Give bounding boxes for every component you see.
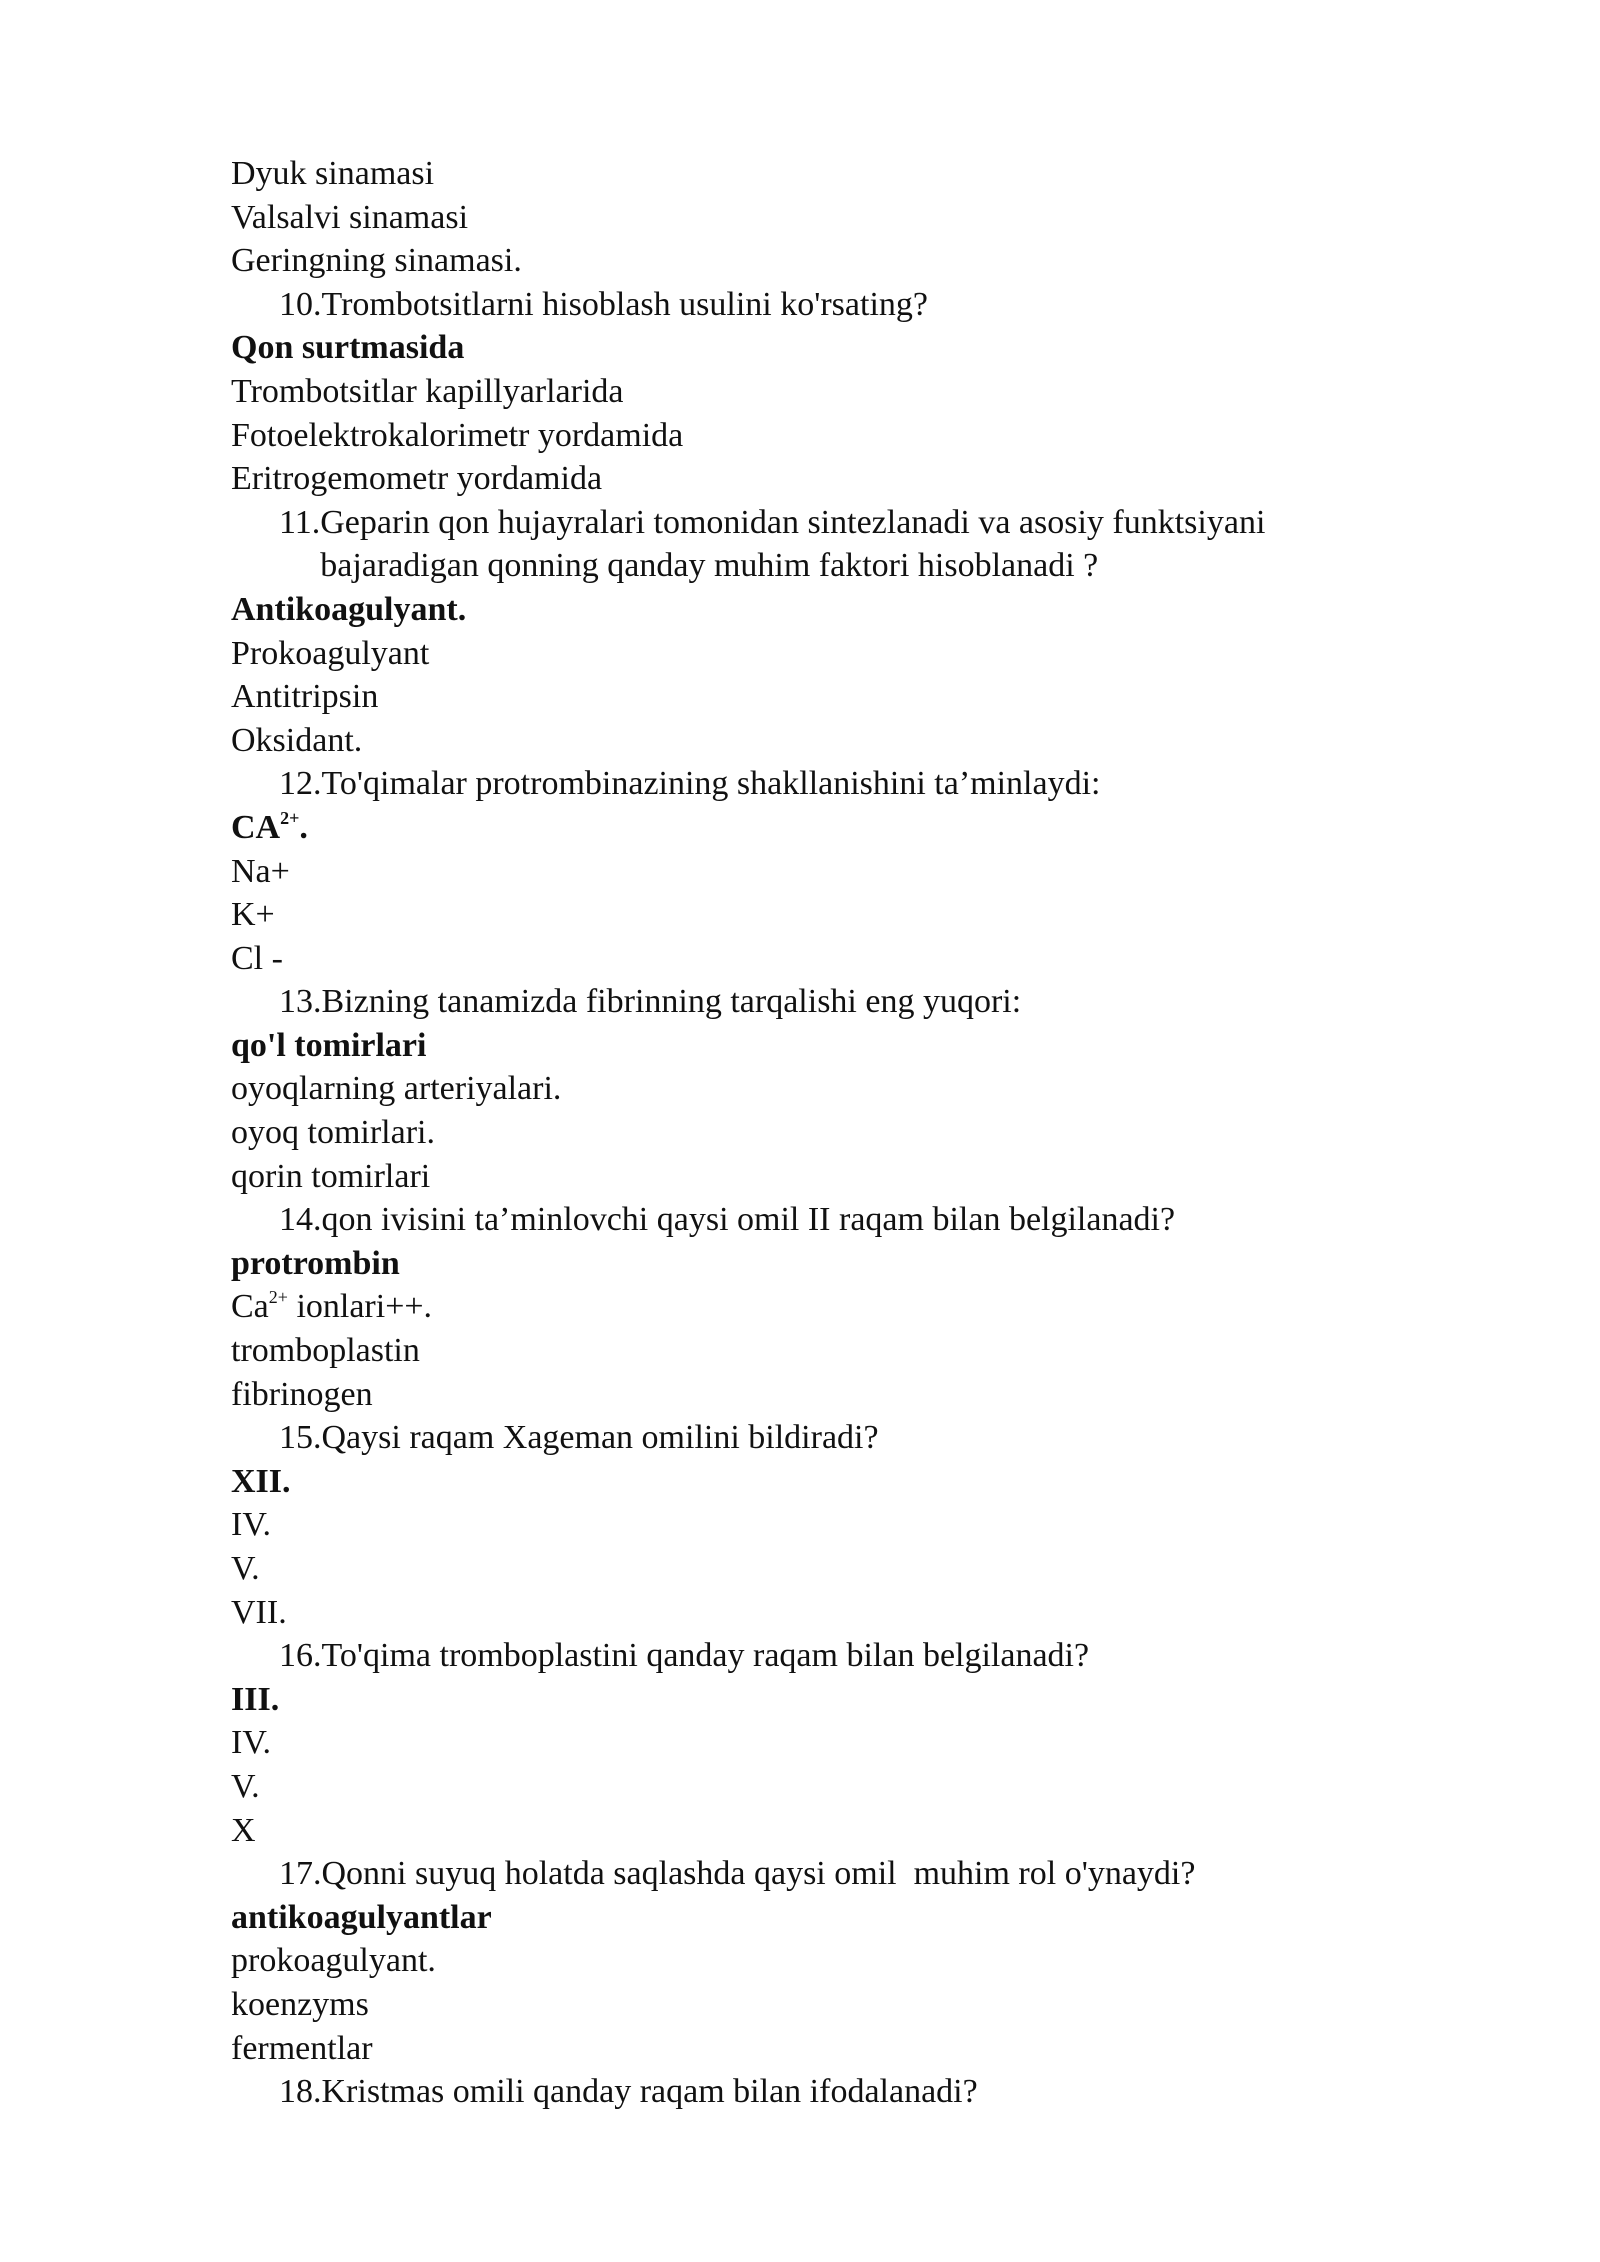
answer-suffix: .: [299, 808, 308, 846]
question-number: 11.: [279, 503, 321, 541]
option-line: prokoagulyant.: [231, 1942, 436, 1980]
question-number: 15.: [279, 1419, 322, 1457]
correct-answer: Qon surtmasida: [231, 329, 465, 367]
question-number: 10.: [279, 285, 322, 323]
question-17: [231, 1852, 1391, 1896]
option-line: IV.: [231, 1506, 271, 1544]
question-11: [231, 501, 1391, 588]
question-18: [231, 2070, 1391, 2114]
question-text: To'qimalar protrombinazining shakllanishini ta’minlaydi:: [321, 765, 1101, 803]
question-text: To'qima tromboplastini qanday raqam bilan belgilanadi?: [321, 1637, 1090, 1675]
correct-answer: III.: [231, 1680, 280, 1718]
option-line: oyoqlarning arteriyalari.: [231, 1070, 562, 1108]
option-line: Antitripsin: [231, 678, 379, 716]
question-number: 16.: [279, 1637, 322, 1675]
option-line: qorin tomirlari: [231, 1157, 431, 1195]
option-line: Fotoelektrokalorimetr yordamida: [231, 416, 684, 454]
option-line: IV.: [231, 1724, 271, 1762]
option-line: Na+: [231, 852, 290, 890]
document-page: [231, 152, 1391, 2114]
option-line: tromboplastin: [231, 1332, 420, 1370]
question-text: Bizning tanamizda fibrinning tarqalishi eng yuqori:: [321, 983, 1022, 1021]
question-text: Kristmas omili qanday raqam bilan ifodalanadi?: [321, 2073, 978, 2111]
option-line: [231, 1285, 1391, 1329]
answer-base: CA: [231, 808, 281, 846]
question-text: Qonni suyuq holatda saqlashda qaysi omil muhim rol o'ynaydi?: [321, 1855, 1196, 1893]
correct-answer: protrombin: [231, 1244, 400, 1282]
option-line: X: [231, 1811, 256, 1849]
option-line: Geringning sinamasi.: [231, 242, 522, 280]
option-line: Valsalvi sinamasi: [231, 198, 469, 236]
option-line: Prokoagulyant: [231, 634, 430, 672]
question-number: 18.: [279, 2073, 322, 2111]
option-line: koenzyms: [231, 1985, 369, 2023]
question-text: Qaysi raqam Xageman omilini bildiradi?: [321, 1419, 879, 1457]
option-line: V.: [231, 1550, 260, 1587]
correct-answer: antikoagulyantlar: [231, 1898, 492, 1936]
option-line: Eritrogemometr yordamida: [231, 460, 603, 498]
correct-answer: [231, 806, 1391, 850]
option-superscript: 2+: [268, 1287, 288, 1308]
correct-answer: XII.: [231, 1462, 291, 1500]
option-line: oyoq tomirlari.: [231, 1114, 435, 1152]
option-line: VII.: [231, 1593, 287, 1631]
option-line: Cl -: [231, 939, 283, 977]
question-text: Geparin qon hujayralari tomonidan sintezlanadi va asosiy funktsiyani bajaradigan qonning qanday muhim faktori hisoblanadi ?: [320, 503, 1266, 585]
question-13: [231, 980, 1391, 1024]
question-text: qon ivisini ta’minlovchi qaysi omil II raqam bilan belgilanadi?: [321, 1201, 1176, 1239]
question-15: [231, 1416, 1391, 1460]
option-base: Ca: [231, 1288, 269, 1326]
question-number: 13.: [279, 983, 322, 1021]
option-line: fibrinogen: [231, 1375, 373, 1413]
option-line: V.: [231, 1767, 260, 1805]
question-number: 12.: [279, 765, 322, 803]
question-14: [231, 1198, 1391, 1242]
question-number: 17.: [279, 1855, 322, 1893]
option-line: Dyuk sinamasi: [231, 155, 435, 192]
correct-answer: qo'l tomirlari: [231, 1026, 427, 1064]
option-line: Trombotsitlar kapillyarlarida: [231, 372, 624, 410]
question-text: Trombotsitlarni hisoblash usulini ko'rsating?: [321, 285, 928, 323]
question-number: 14.: [279, 1201, 322, 1239]
correct-answer: Antikoagulyant.: [231, 590, 467, 628]
question-12: [231, 762, 1391, 806]
option-line: Oksidant.: [231, 721, 363, 759]
answer-superscript: 2+: [280, 807, 300, 828]
question-16: [231, 1634, 1391, 1678]
option-suffix: ionlari++.: [287, 1288, 433, 1326]
option-line: K+: [231, 896, 275, 934]
question-10: [231, 283, 1391, 327]
option-line: fermentlar: [231, 2029, 373, 2067]
